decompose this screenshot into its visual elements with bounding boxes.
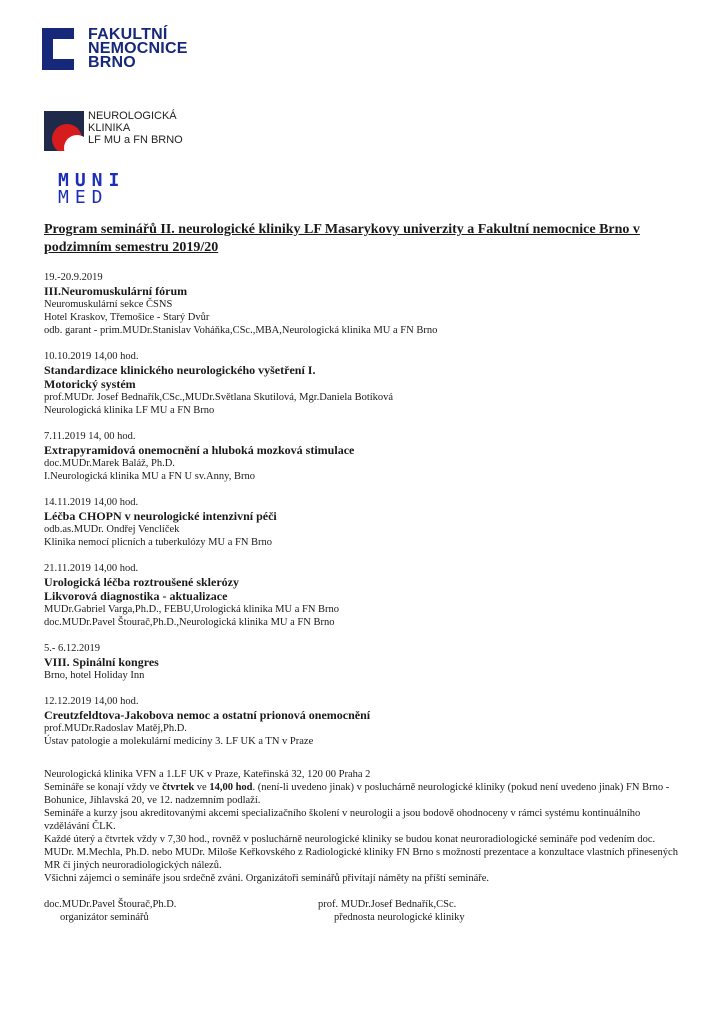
seminar-detail: prof.MUDr.Radoslav Matěj,Ph.D. [44,723,187,734]
seminar-detail: prof.MUDr. Josef Bednařík,CSc.,MUDr.Světlana Skutilová, Mgr.Daniela Botíková [44,392,394,403]
seminar-title: Likvorová diagnostika - aktualizace [44,589,228,603]
seminar-detail: doc.MUDr.Pavel Štourač,Ph.D.,Neurologická klinika MU a FN Brno [44,617,335,628]
invitation-note: Všichni zájemci o semináře jsou srdečně zváni. Organizátoři seminářů přivítají náměty na příští semináře. [44,873,490,884]
clinic-address: Neurologická klinika VFN a 1.LF UK v Praze, Kateřinská 32, 120 00 Praha 2 [44,769,371,780]
seminar-title: Standardizace klinického neurologického vyšetření I. [44,363,316,377]
seminar-detail: doc.MUDr.Marek Baláž, Ph.D. [44,458,175,469]
neurology-clinic-logo-text: NEUROLOGICKÁ KLINIKA LF MU a FN BRNO [88,110,183,146]
signature-left [44,898,176,924]
seminar-item [44,695,684,748]
seminar-detail: odb.as.MUDr. Ondřej Venclíček [44,524,180,535]
seminar-item [44,496,684,549]
signature-right-role: přednosta neurologické kliniky [334,912,465,923]
neurology-clinic-logo-mark [44,111,84,151]
seminar-detail: Neuromuskulární sekce ČSNS [44,299,173,310]
seminar-title: Urologická léčba roztroušené sklerózy [44,575,239,589]
seminar-detail: Ústav patologie a molekulární medicíny 3. LF UK a TN v Praze [44,736,314,747]
seminar-item [44,642,684,682]
seminar-title: Creutzfeldtova-Jakobova nemoc a ostatní prionová onemocnění [44,708,371,722]
accreditation-note: Semináře a kurzy jsou akreditovanými akcemi specializačního školení v neurologii a jsou bodově ohodnoceny v rámci systému kontinuálního vzdělávání ČLK. [44,808,641,832]
seminar-info [44,768,684,885]
seminar-detail: I.Neurologická klinika MU a FN U sv.Anny, Brno [44,471,255,482]
seminar-schedule: Semináře se konají vždy ve čtvrtek ve 14,00 hod. (není-li uvedeno jinak) v posluchárně neurologické kliniky (pokud není uvedeno jinak) FN Brno - Bohunice, Jihlavská 20, ve 12. nadzemním podlaží. [44,782,670,806]
seminar-title: Motorický systém [44,377,136,391]
signature-right [318,898,465,924]
signature-left-name: doc.MUDr.Pavel Štourač,Ph.D. [44,899,177,910]
seminar-date: 10.10.2019 14,00 hod. [44,351,139,362]
page-title: Program seminářů II. neurologické kliniky LF Masarykovy univerzity a Fakultní nemocnice Brno v podzimním semestru 2019/20 [44,222,640,255]
seminar-title: Extrapyramidová onemocnění a hluboká mozková stimulace [44,443,355,457]
seminar-date: 19.-20.9.2019 [44,272,103,283]
seminar-title: VIII. Spinální kongres [44,655,159,669]
seminar-date: 12.12.2019 14,00 hod. [44,696,139,707]
seminar-detail: Hotel Kraskov, Třemošice - Starý Dvůr [44,312,210,323]
signature-left-role: organizátor seminářů [60,912,149,923]
seminar-date: 5.- 6.12.2019 [44,643,100,654]
seminar-item [44,562,684,629]
seminar-item [44,430,684,483]
neurology-clinic-logo [44,108,224,154]
seminar-date: 21.11.2019 14,00 hod. [44,563,139,574]
neuroradiology-note: Každé úterý a čtvrtek vždy v 7,30 hod., rovněž v posluchárně neurologické kliniky se budou konat neuroradiologické semináře pod vedením doc. MUDr. M.Mechla, Ph.D. nebo MUDr. Miloše Keřkovského z Radiologické kliniky FN Brno s možností prezentace a konzultace vlastních přinesených MR či jiných neuroradiologických nálezů. [44,834,678,871]
seminar-date: 7.11.2019 14, 00 hod. [44,431,136,442]
seminar-item [44,271,684,337]
signature-right-name: prof. MUDr.Josef Bednařík,CSc. [318,899,457,910]
fn-brno-logo [42,28,242,76]
seminar-detail: Brno, hotel Holiday Inn [44,670,145,681]
seminar-detail: MUDr.Gabriel Varga,Ph.D., FEBU,Urologická klinika MU a FN Brno [44,604,340,615]
fn-brno-logo-text: FAKULTNÍ NEMOCNICE BRNO [88,26,188,71]
seminar-detail: Klinika nemocí plicních a tuberkulózy MU a FN Brno [44,537,273,548]
seminar-title: Léčba CHOPN v neurologické intenzivní péči [44,509,277,523]
seminar-detail: Neurologická klinika LF MU a FN Brno [44,405,215,416]
seminar-date: 14.11.2019 14,00 hod. [44,497,139,508]
fn-brno-logo-mark [42,28,74,70]
muni-med-logo: MUNI MED [58,170,126,208]
seminar-item [44,350,684,417]
seminar-detail: odb. garant - prim.MUDr.Stanislav Voháňka,CSc.,MBA,Neurologická klinika MU a FN Brno [44,325,438,336]
seminar-title: III.Neuromuskulární fórum [44,284,188,298]
seminar-list [44,271,684,761]
